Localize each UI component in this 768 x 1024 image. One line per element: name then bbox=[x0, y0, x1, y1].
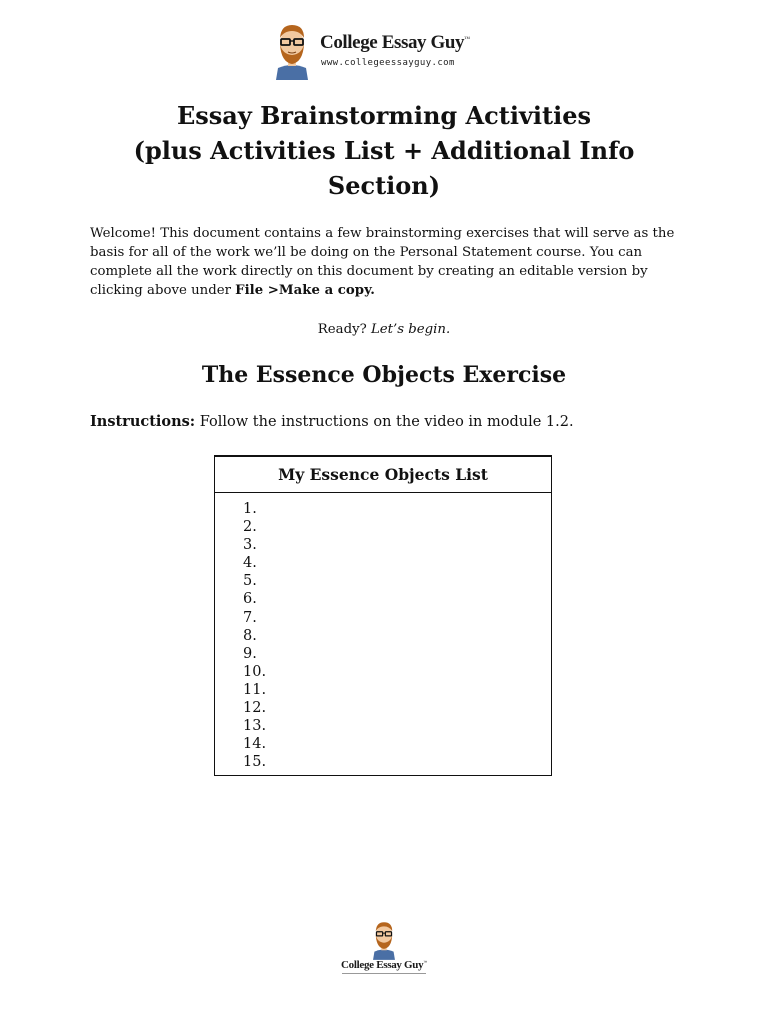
list-item[interactable]: 5. bbox=[243, 573, 257, 590]
title-line-1: Essay Brainstorming Activities bbox=[176, 101, 592, 130]
header-logo bbox=[270, 20, 510, 80]
list-item[interactable]: 14. bbox=[243, 736, 267, 753]
list-item[interactable]: 8. bbox=[243, 627, 257, 644]
section-heading: The Essence Objects Exercise bbox=[201, 362, 567, 388]
list-item[interactable]: 13. bbox=[243, 718, 267, 735]
title-line-3: Section) bbox=[327, 171, 441, 200]
instructions-line: Instructions: Follow the instructions on the video in module 1.2. bbox=[90, 413, 574, 430]
list-item[interactable]: 1. bbox=[243, 501, 257, 517]
title-line-2: (plus Activities List + Additional Info bbox=[133, 136, 635, 165]
make-copy-instruction: File >Make a copy. bbox=[235, 283, 375, 298]
table-header: My Essence Objects List bbox=[215, 457, 551, 493]
list-item[interactable]: 6. bbox=[243, 591, 257, 608]
list-item[interactable]: 4. bbox=[243, 555, 257, 572]
list-item[interactable]: 10. bbox=[243, 663, 267, 680]
brand-url: www.collegeessayguy.com bbox=[321, 58, 455, 68]
list-item[interactable]: 15. bbox=[243, 754, 267, 771]
document-title bbox=[90, 98, 678, 203]
list-item[interactable]: 2. bbox=[243, 519, 257, 536]
essence-objects-table bbox=[214, 455, 552, 776]
list-item[interactable]: 3. bbox=[243, 537, 257, 554]
list-item[interactable]: 12. bbox=[243, 700, 267, 717]
instructions-label: Instructions: bbox=[90, 413, 196, 430]
avatar-icon bbox=[273, 22, 311, 80]
brand-name: College Essay Guy™ bbox=[320, 32, 470, 53]
ready-line: Ready? Let’s begin. bbox=[317, 322, 451, 337]
list-item[interactable]: 11. bbox=[243, 681, 267, 698]
list-item[interactable]: 7. bbox=[243, 609, 257, 626]
essence-objects-list bbox=[243, 500, 266, 771]
footer-logo bbox=[334, 918, 434, 978]
footer-brand-name: College Essay Guy™ bbox=[341, 959, 427, 971]
avatar-icon bbox=[371, 920, 397, 960]
list-item[interactable]: 9. bbox=[243, 645, 257, 662]
intro-paragraph: Welcome! This document contains a few brainstorming exercises that will serve as the basis for all of the work we’ll be doing on the Personal Statement course. You can complete all the work directly on this document by creating an editable version by clicking above under File >Make a copy. bbox=[90, 226, 675, 298]
footer-divider bbox=[342, 973, 426, 974]
